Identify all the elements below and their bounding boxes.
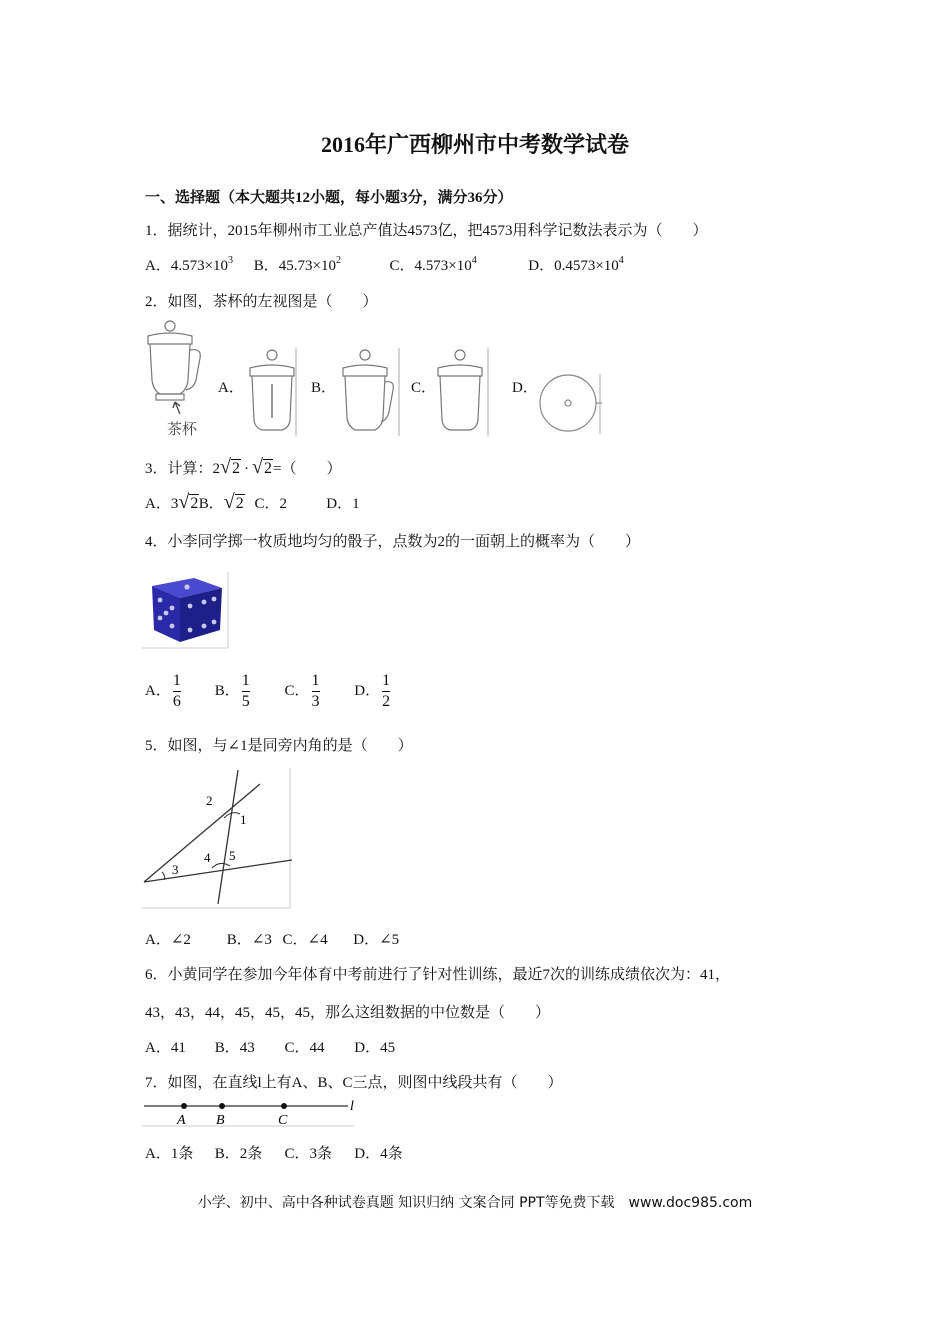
q7-option-a: A．1条 (145, 1146, 194, 1162)
q3-options (145, 491, 360, 514)
q2-option-a: A． (218, 380, 244, 396)
q6-stem-line2: 43，43，44，45，45，45，那么这组数据的中位数是（ ） (145, 1005, 551, 1021)
page-title: 2016年广西柳州市中考数学试卷 (320, 132, 629, 157)
q7-option-b: B．2条 (214, 1146, 263, 1162)
q2-option-c: C． (411, 380, 437, 396)
q1-option-a: A．$4.573\times 10^3$ (145, 255, 234, 274)
q4-option-d: D． $\frac{1}{2}$ (354, 672, 391, 710)
angle-label-3: 3 (172, 862, 179, 877)
radical: √2 (252, 456, 272, 478)
q1-options (145, 254, 624, 275)
q2-option-d: D． (512, 380, 538, 396)
point-label-a: A (177, 1113, 186, 1128)
angle-label-1: 1 (240, 812, 247, 827)
q5-option-b: B．∠3 (226, 932, 272, 948)
q2-option-b-figure (335, 348, 403, 438)
footer-text: 小学、初中、高中各种试卷真题 知识归纳 文案合同 PPT等免费下载 www.doc985.com (197, 1195, 753, 1211)
q4-option-c: C． $\frac{1}{3}$ (284, 672, 320, 710)
q6-option-a: A．41 (145, 1040, 186, 1056)
dice-figure (142, 572, 232, 650)
q6-option-d: D．45 (354, 1040, 396, 1056)
q2-option-d-figure (538, 370, 604, 436)
q6-option-b: B．43 (214, 1040, 255, 1056)
angles-figure (142, 768, 294, 913)
q5-option-c: C．∠4 (282, 932, 328, 948)
q4-option-a: A． $\frac{1}{6}$ (145, 672, 181, 710)
q6-options (145, 1036, 395, 1057)
q7-stem: 7．如图，在直线l上有A、B、C三点，则图中线段共有（ ） (145, 1075, 563, 1091)
q7-option-d: D．4条 (354, 1146, 403, 1162)
q7-option-c: C．3条 (284, 1146, 333, 1162)
q2-option-b: B． (311, 380, 337, 396)
q6-option-c: C．44 (284, 1040, 325, 1056)
line-label-l: l (350, 1099, 354, 1114)
q7-options (145, 1142, 403, 1163)
q3-option-a: A．3√2 (145, 491, 199, 513)
q4-option-b: B． $\frac{1}{5}$ (214, 672, 250, 710)
angle-label-2: 2 (206, 793, 213, 808)
angle-label-4: 4 (204, 850, 211, 865)
q2-stem: 2．如图，茶杯的左视图是（ ） (145, 294, 378, 310)
q3-stem: 3．计算：2√2 · √2=（ ） (145, 456, 342, 478)
point-label-b: B (216, 1113, 225, 1128)
q2-option-c-figure (432, 348, 492, 438)
q2-option-a-figure (240, 348, 302, 438)
line-segments-figure (142, 1096, 362, 1130)
point-label-c: C (278, 1113, 288, 1128)
q4-options (145, 672, 392, 711)
q1-option-c: C．$4.573\times 10^4$ (389, 255, 477, 274)
q5-option-a: A．∠2 (145, 932, 191, 948)
q5-options (145, 928, 399, 949)
q3-option-c: C．2 (254, 496, 288, 512)
section-heading: 一、选择题（本大题共12小题，每小题3分，满分36分） (145, 190, 513, 206)
q1-option-b: B．$45.73\times 10^2$ (253, 255, 341, 274)
q1-stem: 1．据统计，2015年柳州市工业总产值达4573亿，把4573用科学记数法表示为（ ） (145, 223, 708, 239)
radical: √2 (220, 456, 240, 478)
q5-stem: 5．如图，与∠1是同旁内角的是（ ） (145, 738, 413, 754)
teacup-label: 茶杯 (167, 420, 198, 438)
q4-stem: 4．小李同学掷一枚质地均匀的骰子，点数为2的一面朝上的概率为（ ） (145, 534, 641, 550)
q5-option-d: D．∠5 (353, 932, 400, 948)
q6-stem-line1: 6．小黄同学在参加今年体育中考前进行了针对性训练，最近7次的训练成绩依次为：41， (145, 967, 731, 983)
q3-option-b: B．√2 (198, 491, 244, 513)
q3-option-d: D．1 (326, 496, 360, 512)
angle-label-5: 5 (229, 848, 236, 863)
q1-option-d: D．$0.4573\times 10^4$ (528, 255, 624, 274)
